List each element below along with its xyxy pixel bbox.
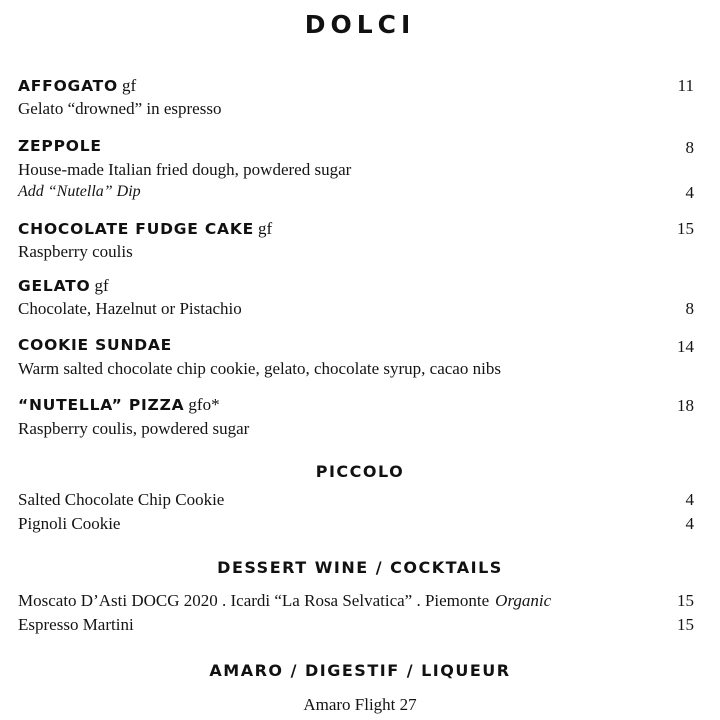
menu-item-price: 14 [677,337,694,356]
item-name-text: GELATO [18,277,91,295]
menu-item-name [18,137,102,155]
item-name-text: “NUTELLA” PIZZA [18,396,185,414]
menu-item-price: 11 [677,76,694,95]
menu-item-name [18,395,220,415]
menu-item-description: Gelato “drowned” in espresso [18,99,222,118]
menu-item-description: Warm salted chocolate chip cookie, gelato, chocolate syrup, cacao nibs [18,359,501,378]
dietary-tag: gf [258,219,273,238]
item-name-text: COOKIE SUNDAE [18,336,173,354]
dietary-tag: gfo* [188,395,220,414]
organic-note: Organic [495,591,552,610]
section-title-wine: DESSERT WINE / COCKTAILS [217,558,503,577]
menu-item-description: Raspberry coulis [18,242,133,261]
piccolo-item-name: Pignoli Cookie [18,514,121,533]
wine-item-name: Espresso Martini [18,615,134,634]
wine-item-price: 15 [677,591,694,610]
section-title-amaro: AMARO / DIGESTIF / LIQUEUR [209,661,511,680]
piccolo-item-name: Salted Chocolate Chip Cookie [18,490,225,509]
wine-item [18,591,551,611]
addon-price: 4 [685,183,694,202]
addon-text: Add “Nutella” Dip [18,183,141,200]
menu-item-name [18,276,109,296]
menu-item-description: Raspberry coulis, powdered sugar [18,419,250,438]
menu-item-price: 8 [685,138,694,157]
piccolo-item-price: 4 [685,490,694,509]
section-title-piccolo: PICCOLO [315,462,405,481]
piccolo-item-price: 4 [685,514,694,533]
menu-item-description: House-made Italian fried dough, powdered sugar [18,160,352,179]
item-name-text: CHOCOLATE FUDGE CAKE [18,220,255,238]
wine-item-name: Moscato D’Asti DOCG 2020 . Icardi “La Rosa Selvatica” . Piemonte [18,591,490,610]
menu-item-price: 15 [677,219,694,238]
amaro-flight: Amaro Flight 27 [303,695,417,714]
menu-item-name [18,219,272,239]
menu-item-name [18,76,136,96]
menu-item-description: Chocolate, Hazelnut or Pistachio [18,299,242,318]
item-name-text: AFFOGATO [18,77,119,95]
dietary-tag: gf [122,76,137,95]
item-name-text: ZEPPOLE [18,137,102,155]
menu-item-price: 18 [677,396,694,415]
dietary-tag: gf [94,276,109,295]
menu-title: DOLCI [304,10,416,39]
menu-item-name [18,336,172,354]
menu-item-price: 8 [685,299,694,318]
wine-item-price: 15 [677,615,694,634]
